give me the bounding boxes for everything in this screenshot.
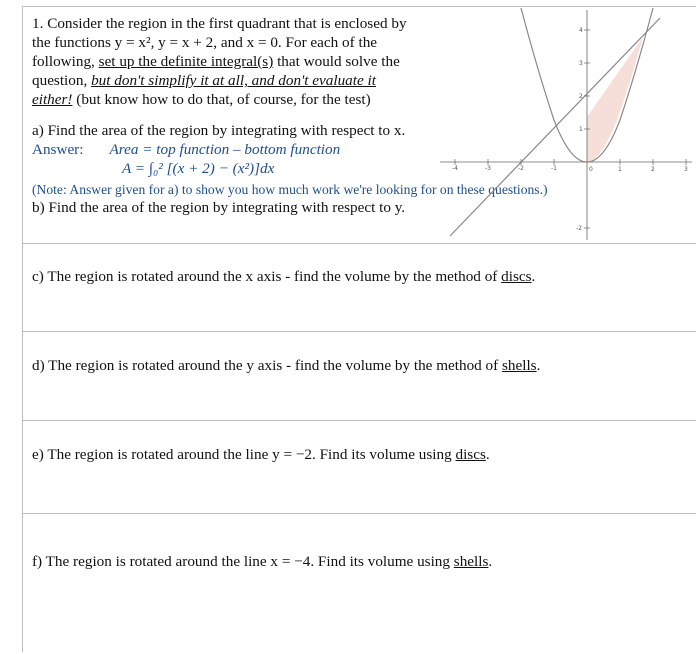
intro-line-2: the functions y = x², y = x + 2, and x = 0. For each of the xyxy=(32,34,378,51)
intro-line-4a: question, xyxy=(32,72,92,89)
divider-e xyxy=(22,420,696,421)
part-c-text: c) The region is rotated around the x axis - find the volume by the method of xyxy=(32,268,502,285)
intro-line-1: 1. Consider the region in the first quadrant that is enclosed by xyxy=(32,15,407,32)
x-tick-label: 1 xyxy=(618,166,622,173)
answer-label: Answer: xyxy=(32,141,84,158)
area-integral: A = ∫₀² [(x + 2) − (x²)]dx xyxy=(122,160,275,177)
part-f-end: . xyxy=(488,553,493,570)
part-c-method: discs xyxy=(501,268,532,285)
x-tick-label: 0 xyxy=(589,166,593,173)
intro-line-3 xyxy=(32,52,400,71)
part-d-text: d) The region is rotated around the y axis - find the volume by the method of xyxy=(32,357,502,374)
part-c-question xyxy=(32,267,535,286)
y-tick-label: 1 xyxy=(579,126,583,133)
x-tick-label: 3 xyxy=(684,166,688,173)
part-e-method: discs xyxy=(455,446,486,463)
part-b-question: b) Find the area of the region by integrating with respect to y. xyxy=(32,199,406,216)
y-tick-label: 4 xyxy=(579,27,583,34)
y-tick-label: 2 xyxy=(579,93,583,100)
region-graph xyxy=(436,6,696,244)
intro-line-4-emphasis: but don't simplify it at all, and don't evaluate it xyxy=(91,72,376,89)
x-tick-label: -2 xyxy=(518,165,524,172)
intro-line-5-emphasis: either! xyxy=(32,91,73,108)
part-a-answer-line xyxy=(32,140,340,159)
part-e-text: e) The region is rotated around the line y = −2. Find its volume using xyxy=(32,446,456,463)
part-d-question xyxy=(32,356,540,375)
y-tick-label: -2 xyxy=(576,225,582,232)
part-f-method: shells xyxy=(453,553,489,570)
divider-f xyxy=(22,513,696,514)
part-a-note: (Note: Answer given for a) to show you how much work we're looking for on these questions.) xyxy=(32,182,548,197)
shaded-region xyxy=(587,37,643,162)
part-d-end: . xyxy=(536,357,541,374)
line-curve xyxy=(450,18,660,236)
intro-line-3-emphasis: set up the definite integral(s) xyxy=(98,53,274,70)
intro-line-5b: (but know how to do that, of course, for the test) xyxy=(72,91,371,108)
part-a-question: a) Find the area of the region by integrating with respect to x. xyxy=(32,122,406,139)
divider-d xyxy=(22,331,696,332)
intro-line-3a: following, xyxy=(32,53,99,70)
y-tick-label: 3 xyxy=(579,60,583,67)
part-d-method: shells xyxy=(502,357,537,374)
x-tick-label: -4 xyxy=(452,165,458,172)
part-f-text: f) The region is rotated around the line x = −4. Find its volume using xyxy=(32,553,454,570)
part-f-question xyxy=(32,552,492,571)
part-e-end: . xyxy=(485,446,490,463)
intro-line-4 xyxy=(32,71,376,90)
x-tick-label: -3 xyxy=(485,165,491,172)
x-tick-label: -1 xyxy=(551,165,557,172)
intro-line-3c: that would solve the xyxy=(273,53,400,70)
intro-line-5 xyxy=(32,90,371,109)
part-c-end: . xyxy=(531,268,536,285)
part-e-question xyxy=(32,445,490,464)
answer-text: Area = top function – bottom function xyxy=(109,141,341,158)
x-tick-label: 2 xyxy=(651,166,655,173)
